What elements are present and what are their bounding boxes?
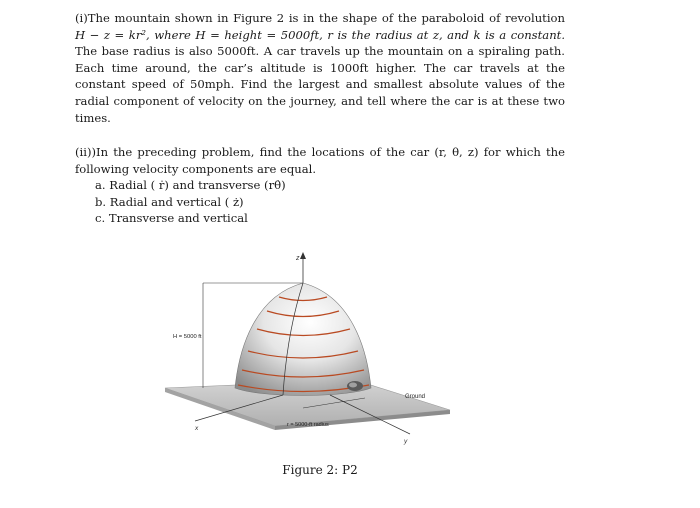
problem-ii-text	[75, 144, 565, 227]
problem-ii-item-b: b. Radial and vertical ( ż)	[95, 194, 244, 209]
problem-ii-intro: (ii))In the preceding problem, find the locations of the car (r, θ, z) for which the following velocity components are equal.	[75, 145, 565, 176]
car-icon	[347, 381, 363, 391]
height-label: H = 5000 ft	[173, 334, 202, 340]
z-axis-label: z	[296, 255, 300, 262]
problem-i-text	[75, 10, 565, 126]
ground-label: Ground	[405, 394, 426, 400]
problem-i-line-1: (i)The mountain shown in Figure 2 is in the shape of the paraboloid of revolution	[75, 11, 565, 25]
problem-i-equation: H − z = kr², where H = height = 5000ft, r is the radius at z, and k is a constant.	[75, 27, 565, 42]
y-axis-label: y	[404, 438, 408, 445]
problem-ii-item-a: a. Radial ( ṙ) and transverse (rθ̇)	[95, 178, 286, 193]
problem-ii-item-c: c. Transverse and vertical	[95, 211, 248, 226]
z-axis-arrow	[300, 252, 306, 259]
radius-label: r = 5000-ft radius	[287, 422, 329, 428]
figure-caption: Figure 2: P2	[282, 463, 358, 477]
paraboloid-figure	[155, 238, 465, 458]
x-axis-label: x	[195, 425, 199, 432]
paraboloid-dome	[235, 283, 371, 396]
problem-i-body: The base radius is also 5000ft. A car travels up the mountain on a spiraling path. Each time around, the car’s altitude is 1000ft higher. The car travels at the constant speed of 50mph. Find the largest and smallest absolute values of the radial component of velocity on the journey, and tell where the car is at these two times.	[75, 44, 565, 125]
